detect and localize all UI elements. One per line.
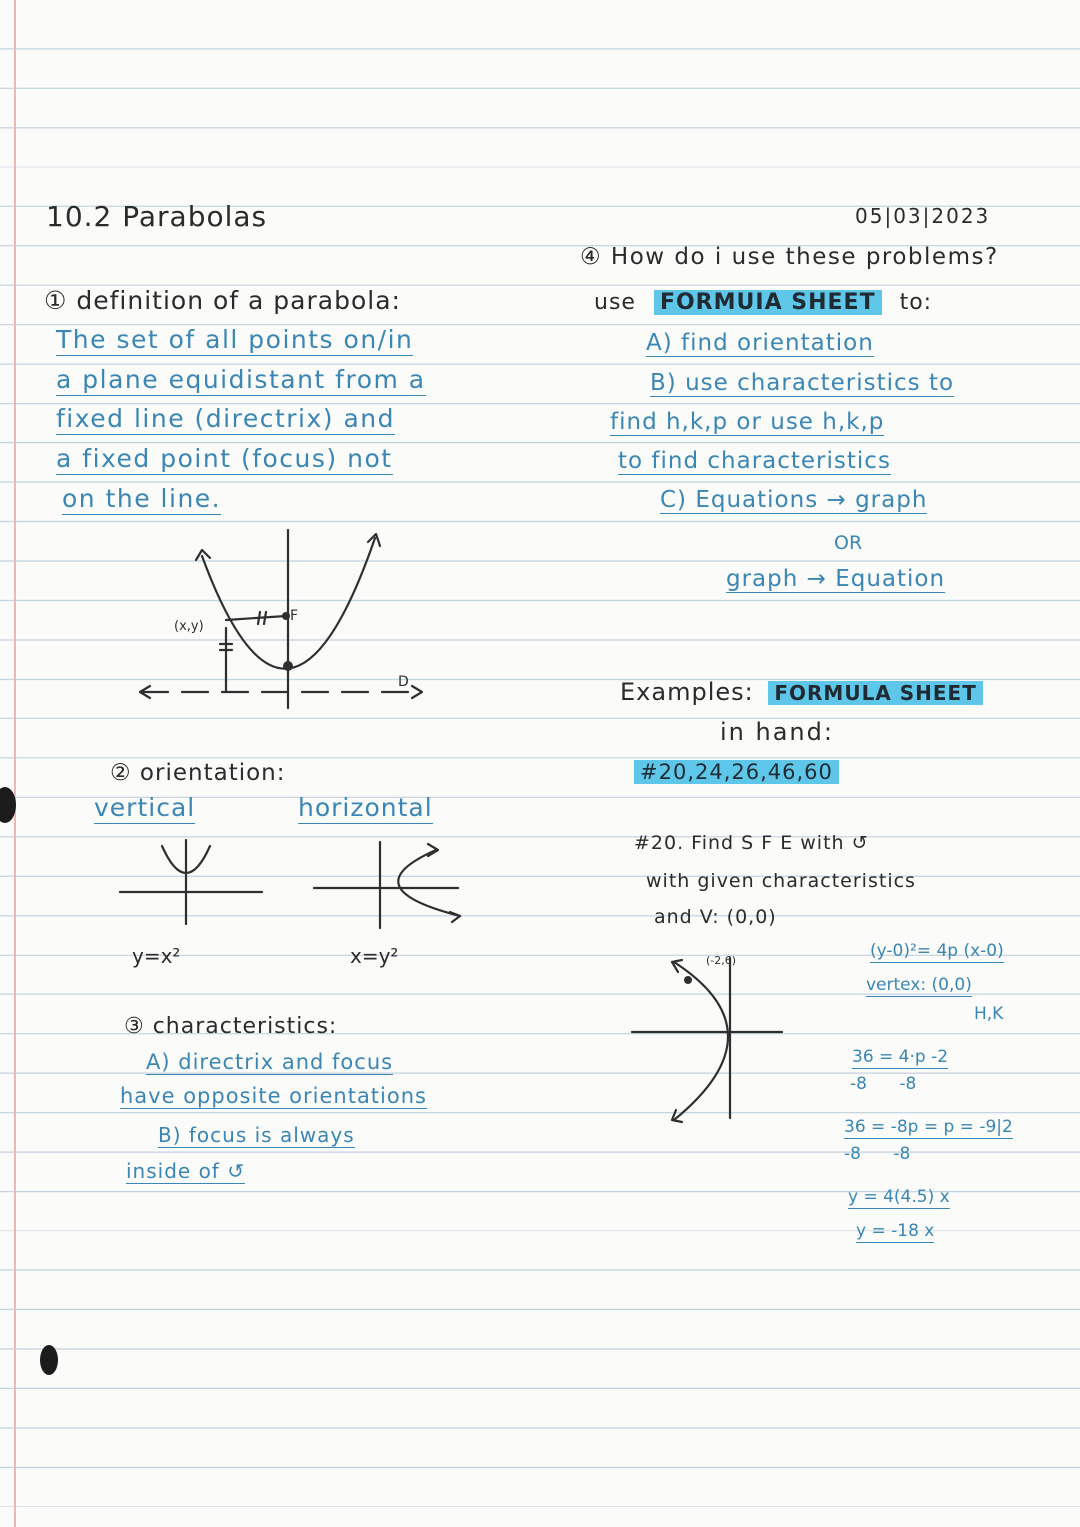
usage-step: find h,k,p or use h,k,p: [610, 409, 885, 435]
definition-heading: ① definition of a parabola:: [44, 286, 401, 315]
work-line: H,K: [974, 1004, 1004, 1024]
to-text: to:: [899, 290, 933, 315]
binder-hole: [40, 1345, 58, 1375]
characteristics-line: have opposite orientations: [120, 1084, 427, 1108]
problem-graph: [630, 950, 790, 1130]
formula-sheet-highlight: FORMULA SHEET: [768, 681, 983, 705]
problem-line: #20. Find S F E with ↺: [634, 832, 869, 854]
characteristics-line: A) directrix and focus: [146, 1050, 394, 1074]
formula-sheet-highlight: FORMUIA SHEET: [654, 290, 882, 315]
characteristics-line: B) focus is always: [158, 1123, 355, 1147]
usage-step: to find characteristics: [618, 448, 891, 474]
work-line: (y-0)²= 4p (x-0): [870, 941, 1004, 961]
definition-line: The set of all points on/in: [56, 325, 414, 354]
parabola-definition-diagram: [130, 520, 450, 720]
problem-numbers-highlight: #20,24,26,46,60: [634, 760, 839, 784]
arrow-head: [450, 912, 460, 922]
horizontal-equation: x=y²: [350, 944, 399, 968]
tick-mark: [258, 612, 260, 624]
definition-line: on the line.: [62, 484, 222, 513]
arrow-head: [412, 686, 422, 698]
characteristics-line: inside of ↺: [126, 1159, 245, 1183]
characteristics-heading: ③ characteristics:: [124, 1014, 338, 1039]
page-date: 05|03|2023: [855, 204, 991, 228]
margin-line: [14, 0, 16, 1527]
point-label: (x,y): [174, 619, 204, 634]
usage-step: B) use characteristics to: [650, 370, 955, 396]
work-line: 36 = 4·p -2: [852, 1047, 949, 1067]
focus-label: F: [290, 608, 299, 624]
definition-line: a plane equidistant from a: [56, 365, 426, 394]
vertical-parabola-sketch: [110, 830, 270, 930]
page-title: 10.2 Parabolas: [46, 200, 268, 233]
use-text: use: [594, 290, 636, 315]
examples-label: Examples:: [620, 678, 754, 706]
usage-step: graph → Equation: [726, 566, 946, 592]
horizontal-label: horizontal: [298, 793, 433, 822]
vertical-label: vertical: [94, 793, 196, 822]
horizontal-parabola-sketch: [310, 830, 470, 930]
usage-step: C) Equations → graph: [660, 487, 928, 513]
work-line: 36 = -8p = p = -9|2: [844, 1117, 1013, 1137]
arrow-head: [428, 844, 438, 856]
directrix-label: D: [398, 674, 409, 690]
work-line: y = 4(4.5) x: [848, 1187, 950, 1207]
usage-step: A) find orientation: [646, 330, 874, 356]
vertex-point: [283, 661, 293, 671]
work-line: y = -18 x: [856, 1221, 935, 1241]
work-line: -8 -8: [850, 1074, 917, 1094]
focus-point: [282, 612, 290, 620]
work-line: vertex: (0,0): [866, 975, 972, 995]
or-text: OR: [834, 532, 863, 554]
problem-line: and V: (0,0): [654, 906, 777, 928]
work-line: -8 -8: [844, 1144, 911, 1164]
distance-to-focus-line: [226, 616, 286, 620]
vertical-equation: y=x²: [132, 944, 181, 968]
problem-line: with given characteristics: [646, 870, 916, 892]
parabola-curve: [398, 850, 460, 916]
given-point: [684, 976, 692, 984]
given-point-label: (-2,6): [706, 954, 737, 967]
usage-heading: ④ How do i use these problems?: [580, 244, 999, 270]
parabola-curve: [674, 962, 728, 1120]
definition-line: fixed line (directrix) and: [56, 404, 396, 433]
definition-line: a fixed point (focus) not: [56, 444, 393, 473]
tick-mark: [264, 612, 266, 624]
orientation-heading: ② orientation:: [110, 760, 286, 786]
in-hand-text: in hand:: [720, 718, 834, 746]
